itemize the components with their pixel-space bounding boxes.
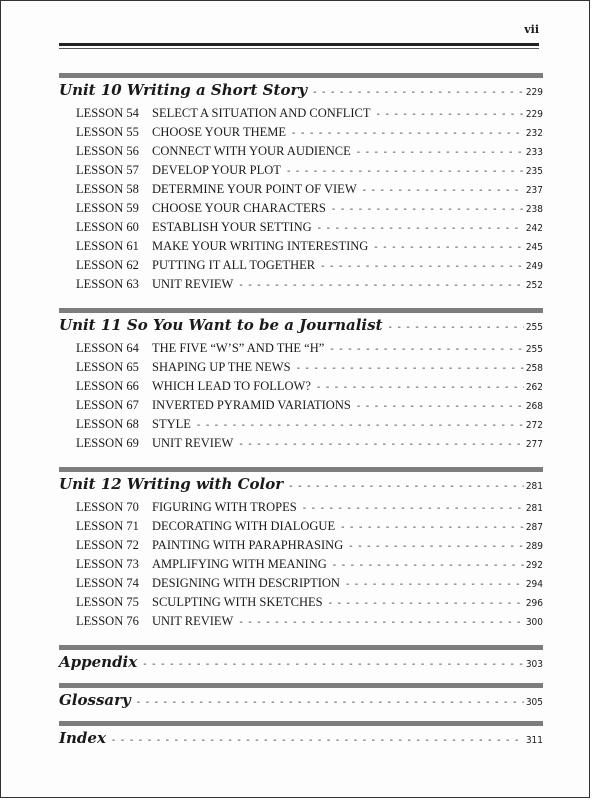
lesson-number: LESSON 63 bbox=[76, 277, 139, 291]
leader-dots bbox=[332, 204, 524, 215]
leader-dots bbox=[143, 659, 524, 670]
leader-dots bbox=[357, 401, 524, 412]
lesson-page: 249 bbox=[525, 261, 543, 272]
lesson-entry[interactable] bbox=[76, 557, 543, 576]
lesson-title: ESTABLISH YOUR SETTING bbox=[152, 220, 312, 234]
section-bar bbox=[59, 73, 543, 78]
section-page: 303 bbox=[525, 659, 543, 670]
leader-dots bbox=[137, 697, 524, 708]
lesson-page: 258 bbox=[525, 363, 543, 374]
unit-11-section bbox=[59, 308, 543, 455]
lesson-page: 287 bbox=[525, 522, 543, 533]
lesson-page: 281 bbox=[525, 503, 543, 514]
lesson-entry[interactable] bbox=[76, 341, 543, 360]
lesson-list bbox=[76, 500, 543, 633]
lesson-entry[interactable] bbox=[76, 258, 543, 277]
lesson-title: INVERTED PYRAMID VARIATIONS bbox=[152, 398, 351, 412]
lesson-entry[interactable] bbox=[76, 360, 543, 379]
lesson-title: THE FIVE “W’S” AND THE “H” bbox=[152, 341, 325, 355]
leader-dots bbox=[389, 322, 524, 333]
lesson-title: DESIGNING WITH DESCRIPTION bbox=[152, 576, 340, 590]
lesson-page: 242 bbox=[525, 223, 543, 234]
lesson-page: 292 bbox=[525, 560, 543, 571]
leader-dots bbox=[317, 382, 524, 393]
lesson-entry[interactable] bbox=[76, 106, 543, 125]
lesson-number: LESSON 64 bbox=[76, 341, 139, 355]
unit-12-section bbox=[59, 467, 543, 633]
appendix-heading[interactable] bbox=[59, 653, 543, 675]
lesson-entry[interactable] bbox=[76, 220, 543, 239]
lesson-title: DECORATING WITH DIALOGUE bbox=[152, 519, 336, 533]
lesson-number: LESSON 65 bbox=[76, 360, 139, 374]
lesson-number: LESSON 58 bbox=[76, 182, 139, 196]
unit-heading[interactable] bbox=[59, 475, 543, 497]
header-rule bbox=[59, 43, 539, 46]
leader-dots bbox=[329, 598, 524, 609]
lesson-page: 289 bbox=[525, 541, 543, 552]
lesson-number: LESSON 73 bbox=[76, 557, 139, 571]
lesson-title: CONNECT WITH YOUR AUDIENCE bbox=[152, 144, 351, 158]
appendix-section bbox=[59, 645, 543, 675]
lesson-number: LESSON 75 bbox=[76, 595, 139, 609]
index-section bbox=[59, 721, 543, 751]
lesson-list bbox=[76, 106, 543, 296]
section-bar bbox=[59, 467, 543, 472]
unit-title: Unit 11 So You Want to be a Journalist bbox=[59, 316, 383, 334]
section-title: Appendix bbox=[59, 653, 138, 671]
leader-dots bbox=[330, 344, 524, 355]
unit-page: 281 bbox=[525, 481, 543, 492]
glossary-section bbox=[59, 683, 543, 713]
lesson-title: PAINTING WITH PARAPHRASING bbox=[152, 538, 344, 552]
lesson-page: 245 bbox=[525, 242, 543, 253]
unit-heading[interactable] bbox=[59, 316, 543, 338]
page-number: vii bbox=[524, 23, 539, 36]
lesson-page: 300 bbox=[525, 617, 543, 628]
leader-dots bbox=[363, 185, 524, 196]
leader-dots bbox=[287, 166, 524, 177]
lesson-title: UNIT REVIEW bbox=[152, 614, 234, 628]
lesson-number: LESSON 61 bbox=[76, 239, 139, 253]
lesson-entry[interactable] bbox=[76, 417, 543, 436]
lesson-entry[interactable] bbox=[76, 538, 543, 557]
lesson-entry[interactable] bbox=[76, 500, 543, 519]
lesson-title: FIGURING WITH TROPES bbox=[152, 500, 297, 514]
unit-title: Unit 12 Writing with Color bbox=[59, 475, 284, 493]
lesson-entry[interactable] bbox=[76, 519, 543, 538]
leader-dots bbox=[377, 109, 524, 120]
lesson-entry[interactable] bbox=[76, 576, 543, 595]
lesson-number: LESSON 56 bbox=[76, 144, 139, 158]
lesson-number: LESSON 67 bbox=[76, 398, 139, 412]
lesson-entry[interactable] bbox=[76, 595, 543, 614]
lesson-entry[interactable] bbox=[76, 144, 543, 163]
lesson-title: AMPLIFYING WITH MEANING bbox=[152, 557, 327, 571]
lesson-number: LESSON 69 bbox=[76, 436, 139, 450]
leader-dots bbox=[239, 439, 523, 450]
lesson-title: SCULPTING WITH SKETCHES bbox=[152, 595, 323, 609]
lesson-page: 229 bbox=[525, 109, 543, 120]
leader-dots bbox=[197, 420, 524, 431]
lesson-entry[interactable] bbox=[76, 398, 543, 417]
index-heading[interactable] bbox=[59, 729, 543, 751]
lesson-title: PUTTING IT ALL TOGETHER bbox=[152, 258, 316, 272]
lesson-number: LESSON 54 bbox=[76, 106, 139, 120]
lesson-number: LESSON 57 bbox=[76, 163, 139, 177]
lesson-title: STYLE bbox=[152, 417, 191, 431]
leader-dots bbox=[318, 223, 524, 234]
leader-dots bbox=[289, 481, 524, 492]
lesson-number: LESSON 72 bbox=[76, 538, 139, 552]
section-title: Glossary bbox=[59, 691, 131, 709]
lesson-number: LESSON 76 bbox=[76, 614, 139, 628]
lesson-number: LESSON 60 bbox=[76, 220, 139, 234]
lesson-entry[interactable] bbox=[76, 614, 543, 633]
lesson-page: 255 bbox=[525, 344, 543, 355]
lesson-entry[interactable] bbox=[76, 125, 543, 144]
section-bar bbox=[59, 308, 543, 313]
lesson-page: 272 bbox=[525, 420, 543, 431]
lesson-title: SELECT A SITUATION AND CONFLICT bbox=[152, 106, 371, 120]
leader-dots bbox=[303, 503, 524, 514]
lesson-title: DEVELOP YOUR PLOT bbox=[152, 163, 281, 177]
lesson-entry[interactable] bbox=[76, 201, 543, 220]
leader-dots bbox=[349, 541, 524, 552]
glossary-heading[interactable] bbox=[59, 691, 543, 713]
lesson-number: LESSON 59 bbox=[76, 201, 139, 215]
section-page: 311 bbox=[525, 735, 543, 746]
leader-dots bbox=[346, 579, 524, 590]
leader-dots bbox=[321, 261, 524, 272]
lesson-title: WHICH LEAD TO FOLLOW? bbox=[152, 379, 311, 393]
lesson-page: 252 bbox=[525, 280, 543, 291]
lesson-page: 268 bbox=[525, 401, 543, 412]
leader-dots bbox=[374, 242, 524, 253]
unit-heading[interactable] bbox=[59, 81, 543, 103]
lesson-title: SHAPING UP THE NEWS bbox=[152, 360, 291, 374]
lesson-page: 296 bbox=[525, 598, 543, 609]
lesson-title: MAKE YOUR WRITING INTERESTING bbox=[152, 239, 369, 253]
lesson-entry[interactable] bbox=[76, 436, 543, 455]
lesson-page: 238 bbox=[525, 204, 543, 215]
lesson-page: 262 bbox=[525, 382, 543, 393]
leader-dots bbox=[333, 560, 524, 571]
section-bar bbox=[59, 683, 543, 688]
lesson-number: LESSON 70 bbox=[76, 500, 139, 514]
leader-dots bbox=[313, 87, 524, 98]
lesson-number: LESSON 55 bbox=[76, 125, 139, 139]
lesson-page: 294 bbox=[525, 579, 543, 590]
leader-dots bbox=[239, 617, 523, 628]
lesson-page: 277 bbox=[525, 439, 543, 450]
section-bar bbox=[59, 645, 543, 650]
lesson-number: LESSON 68 bbox=[76, 417, 139, 431]
lesson-number: LESSON 71 bbox=[76, 519, 139, 533]
lesson-entry[interactable] bbox=[76, 182, 543, 201]
lesson-number: LESSON 62 bbox=[76, 258, 139, 272]
lesson-entry[interactable] bbox=[76, 163, 543, 182]
section-page: 305 bbox=[525, 697, 543, 708]
section-bar bbox=[59, 721, 543, 726]
lesson-number: LESSON 74 bbox=[76, 576, 139, 590]
lesson-title: DETERMINE YOUR POINT OF VIEW bbox=[152, 182, 357, 196]
lesson-page: 235 bbox=[525, 166, 543, 177]
lesson-entry[interactable] bbox=[76, 277, 543, 296]
lesson-entry[interactable] bbox=[76, 379, 543, 398]
lesson-entry[interactable] bbox=[76, 239, 543, 258]
lesson-number: LESSON 66 bbox=[76, 379, 139, 393]
table-of-contents bbox=[59, 73, 543, 759]
unit-page: 229 bbox=[525, 87, 543, 98]
leader-dots bbox=[292, 128, 524, 139]
lesson-page: 237 bbox=[525, 185, 543, 196]
leader-dots bbox=[357, 147, 524, 158]
lesson-list bbox=[76, 341, 543, 455]
section-title: Index bbox=[59, 729, 106, 747]
unit-page: 255 bbox=[525, 322, 543, 333]
leader-dots bbox=[239, 280, 523, 291]
lesson-page: 232 bbox=[525, 128, 543, 139]
leader-dots bbox=[341, 522, 524, 533]
unit-title: Unit 10 Writing a Short Story bbox=[59, 81, 308, 99]
lesson-page: 233 bbox=[525, 147, 543, 158]
lesson-title: CHOOSE YOUR THEME bbox=[152, 125, 287, 139]
lesson-title: CHOOSE YOUR CHARACTERS bbox=[152, 201, 326, 215]
lesson-title: UNIT REVIEW bbox=[152, 436, 234, 450]
leader-dots bbox=[112, 735, 524, 746]
lesson-title: UNIT REVIEW bbox=[152, 277, 234, 291]
unit-10-section bbox=[59, 73, 543, 296]
leader-dots bbox=[297, 363, 524, 374]
